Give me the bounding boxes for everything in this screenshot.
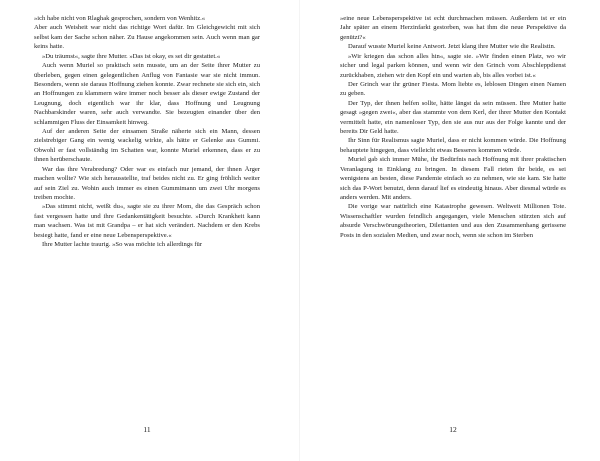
- paragraph: Der Typ, der ihnen helfen sollte, hätte längst da sein müssen. Ihre Mutter hatte gesagt »gegen zwei«, aber das stammte von dem Kerl, der ihrer Mutter den Kontakt vermittelt hatte, ein namenloser Typ, den sie aus nur aus der Folge kannte und der bereits Dir Geld hatte.: [340, 99, 566, 136]
- page-number: 12: [449, 425, 457, 434]
- paragraph: »Du träumst«, sagte ihre Mutter. »Das ist okay, es sei dir gestattet.«: [42, 52, 221, 60]
- paragraph: »eine neue Lebensperspektive ist echt durchmachen müssen. Außerdem ist er ein Jahr später an einem Herzinfarkt gestorben, was hat ihm die neue Perspektive da genützt?«: [340, 15, 566, 41]
- paragraph: »Das stimmt nicht, weißt du«, sagte sie zu ihrer Mom, die das Gespräch schon fast vergessen hatte und ihre Gedankentätigkeit besuchte. »Durch Krankheit kann man wachsen. Was ist mit Grandpa – er hat sich verändert. Nachdem er den Krebs besiegt hatte, fand er eine neue Lebensperspektive.«: [34, 203, 260, 239]
- paragraph: Auf der anderen Seite der einsamen Straße näherte sich ein Mann, dessen zielstrebiger Gang ein wenig wackelig wirkte, als hätte er Gelenke aus Gummi. Obwohl er fast vollständig im Schatten war, konnte Muriel erkennen, dass er zu ihnen herüberschaute.: [34, 128, 260, 164]
- paragraph: Der Grinch war ihr grüner Fiesta. Mom liebte es, leblosen Dingen einen Namen zu geben.: [340, 80, 566, 98]
- right-page-text: [340, 14, 566, 240]
- paragraph: Darauf wusste Muriel keine Antwort. Jetzt klang ihre Mutter wie die Realistin.: [348, 43, 556, 51]
- paragraph: Aber auch Weisheit war nicht das richtige Wort dafür. Im Gleichgewicht mit sich selbst kam der Sache schon näher. Zu Hause angekommen sein. Auch wenn man gar keins hatte.: [34, 24, 260, 51]
- paragraph: Muriel gab sich immer Mühe, ihr Bedürfnis nach Hoffnung mit ihrer praktischen Veranlagung in Einklang zu bringen. In diesem Fall rieten ihr beide, es sei wenigstens an besten, diese Pandemie einfach so zu nehmen, wie sie kam. Sie hatte sich das P-Wort benutzt, denn darauf lief es eindeutig hinaus. Aber diesmal würde es anders werden. Mit anders.: [340, 156, 566, 202]
- paragraph: »Wir kriegen das schon alles hin«, sagte sie. »Wir finden einen Platz, wo wir sicher und legal parken können, und wenn wir den Grinch vom Abschleppdienst zurückhaben, ziehen wir den Kopf ein und warten ab, bis alles vorbei ist.«: [340, 52, 566, 79]
- paragraph: Auch wenn Muriel so praktisch sein musste, um an der Seite ihrer Mutter zu überleben, gegen einen gelegentlichen Anflug von Fantasie war sie nicht immun. Besonders, wenn sie daraus Hoffnung ziehen konnte. Zwar rechnete sie sich ein, sich an Hoffnungen zu klammern wäre immer noch besser als dieser ewige Zustand der Leugnung, doch eigentlich war ihr klar, dass Hoffnung und Leugnung Nachbarskinder waren, sehr auch verwandte. Sie bezeugten einander über den schlammigen Fluss der Einsamkeit hinweg.: [34, 62, 260, 126]
- left-page: [34, 14, 260, 454]
- paragraph: War das ihre Verabredung? Oder war es einfach nur jemand, der ihnen Ärger machen wollte? Wie sich herausstellte, traf beides nicht zu. Er ging fröhlich weiter auf sein Ziel zu. Wohin auch immer es einen Gummimann um zwei Uhr morgens treiben mochte.: [34, 165, 260, 202]
- paragraph: Ihre Mutter lachte traurig. »So was möchte ich allerdings für: [42, 241, 203, 249]
- paragraph: Die vorige war natürlich eine Katastrophe gewesen. Weltweit Millionen Tote. Wissenschaftler wurden feindlich angegangen, viele Menschen stürzten sich auf absurde Verschwörungstheorien, Dilettanten und aus den Zusammenhang gerissene Posts in den sozialen Medien, und zwar noch, wenn sie schon im Sterben: [340, 203, 566, 239]
- right-page: [340, 14, 566, 454]
- page-number: 11: [143, 425, 151, 434]
- book-gutter: [299, 0, 300, 461]
- left-page-text: [34, 14, 260, 250]
- paragraph: Ihr Sinn für Realismus sagte Muriel, dass er nicht kommen würde. Die Hoffnung behauptete hingegen, dass vielleicht etwas Besseres kommen würde.: [340, 137, 566, 154]
- paragraph: »ich habe nicht von Rlaghak gesprochen, sondern von Wenhitz.«: [34, 15, 206, 22]
